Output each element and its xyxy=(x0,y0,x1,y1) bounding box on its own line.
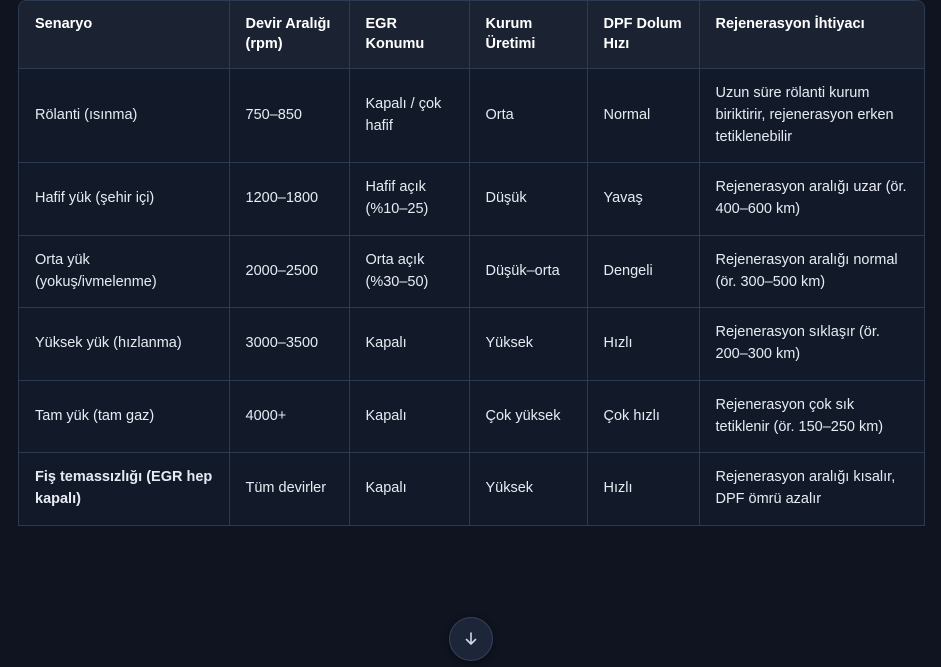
data-table-container xyxy=(18,0,925,526)
cell-rejenerasyon: Rejenerasyon aralığı normal (ör. 300–500 km) xyxy=(699,235,924,308)
cell-senaryo: Yüksek yük (hızlanma) xyxy=(19,308,229,381)
table-row xyxy=(19,163,924,236)
cell-egr: Hafif açık (%10–25) xyxy=(349,163,469,236)
cell-senaryo: Rölanti (ısınma) xyxy=(19,69,229,163)
cell-rejenerasyon: Uzun süre rölanti kurum biriktirir, rejenerasyon erken tetiklenebilir xyxy=(699,69,924,163)
table-header xyxy=(19,1,924,69)
cell-rejenerasyon: Rejenerasyon aralığı kısalır, DPF ömrü azalır xyxy=(699,453,924,525)
arrow-down-icon xyxy=(461,629,481,649)
table-row xyxy=(19,380,924,453)
cell-senaryo: Fiş temassızlığı (EGR hep kapalı) xyxy=(19,453,229,525)
cell-kurum: Orta xyxy=(469,69,587,163)
table-body xyxy=(19,69,924,525)
cell-devir: 2000–2500 xyxy=(229,235,349,308)
cell-senaryo: Orta yük (yokuş/ivmelenme) xyxy=(19,235,229,308)
cell-dpf: Dengeli xyxy=(587,235,699,308)
table-row xyxy=(19,69,924,163)
column-header-kurum-uretimi: Kurum Üretimi xyxy=(469,1,587,69)
cell-kurum: Düşük xyxy=(469,163,587,236)
cell-rejenerasyon: Rejenerasyon aralığı uzar (ör. 400–600 km) xyxy=(699,163,924,236)
cell-egr: Kapalı / çok hafif xyxy=(349,69,469,163)
cell-rejenerasyon: Rejenerasyon çok sık tetiklenir (ör. 150–250 km) xyxy=(699,380,924,453)
cell-egr: Kapalı xyxy=(349,380,469,453)
cell-devir: 1200–1800 xyxy=(229,163,349,236)
cell-senaryo: Hafif yük (şehir içi) xyxy=(19,163,229,236)
cell-devir: 3000–3500 xyxy=(229,308,349,381)
cell-dpf: Hızlı xyxy=(587,308,699,381)
table-row xyxy=(19,453,924,525)
scenario-table xyxy=(19,1,924,525)
scroll-to-bottom-button[interactable] xyxy=(449,617,493,661)
cell-devir: Tüm devirler xyxy=(229,453,349,525)
cell-kurum: Çok yüksek xyxy=(469,380,587,453)
table-header-row xyxy=(19,1,924,69)
cell-kurum: Yüksek xyxy=(469,453,587,525)
table-row xyxy=(19,235,924,308)
column-header-devir-araligi: Devir Aralığı (rpm) xyxy=(229,1,349,69)
cell-egr: Kapalı xyxy=(349,308,469,381)
column-header-rejenerasyon-ihtiyaci: Rejenerasyon İhtiyacı xyxy=(699,1,924,69)
cell-dpf: Normal xyxy=(587,69,699,163)
cell-dpf: Çok hızlı xyxy=(587,380,699,453)
column-header-senaryo: Senaryo xyxy=(19,1,229,69)
column-header-egr-konumu: EGR Konumu xyxy=(349,1,469,69)
cell-dpf: Hızlı xyxy=(587,453,699,525)
cell-devir: 4000+ xyxy=(229,380,349,453)
cell-rejenerasyon: Rejenerasyon sıklaşır (ör. 200–300 km) xyxy=(699,308,924,381)
cell-kurum: Düşük–orta xyxy=(469,235,587,308)
table-row xyxy=(19,308,924,381)
cell-senaryo: Tam yük (tam gaz) xyxy=(19,380,229,453)
cell-kurum: Yüksek xyxy=(469,308,587,381)
cell-dpf: Yavaş xyxy=(587,163,699,236)
column-header-dpf-dolum-hizi: DPF Dolum Hızı xyxy=(587,1,699,69)
cell-devir: 750–850 xyxy=(229,69,349,163)
cell-egr: Orta açık (%30–50) xyxy=(349,235,469,308)
cell-egr: Kapalı xyxy=(349,453,469,525)
